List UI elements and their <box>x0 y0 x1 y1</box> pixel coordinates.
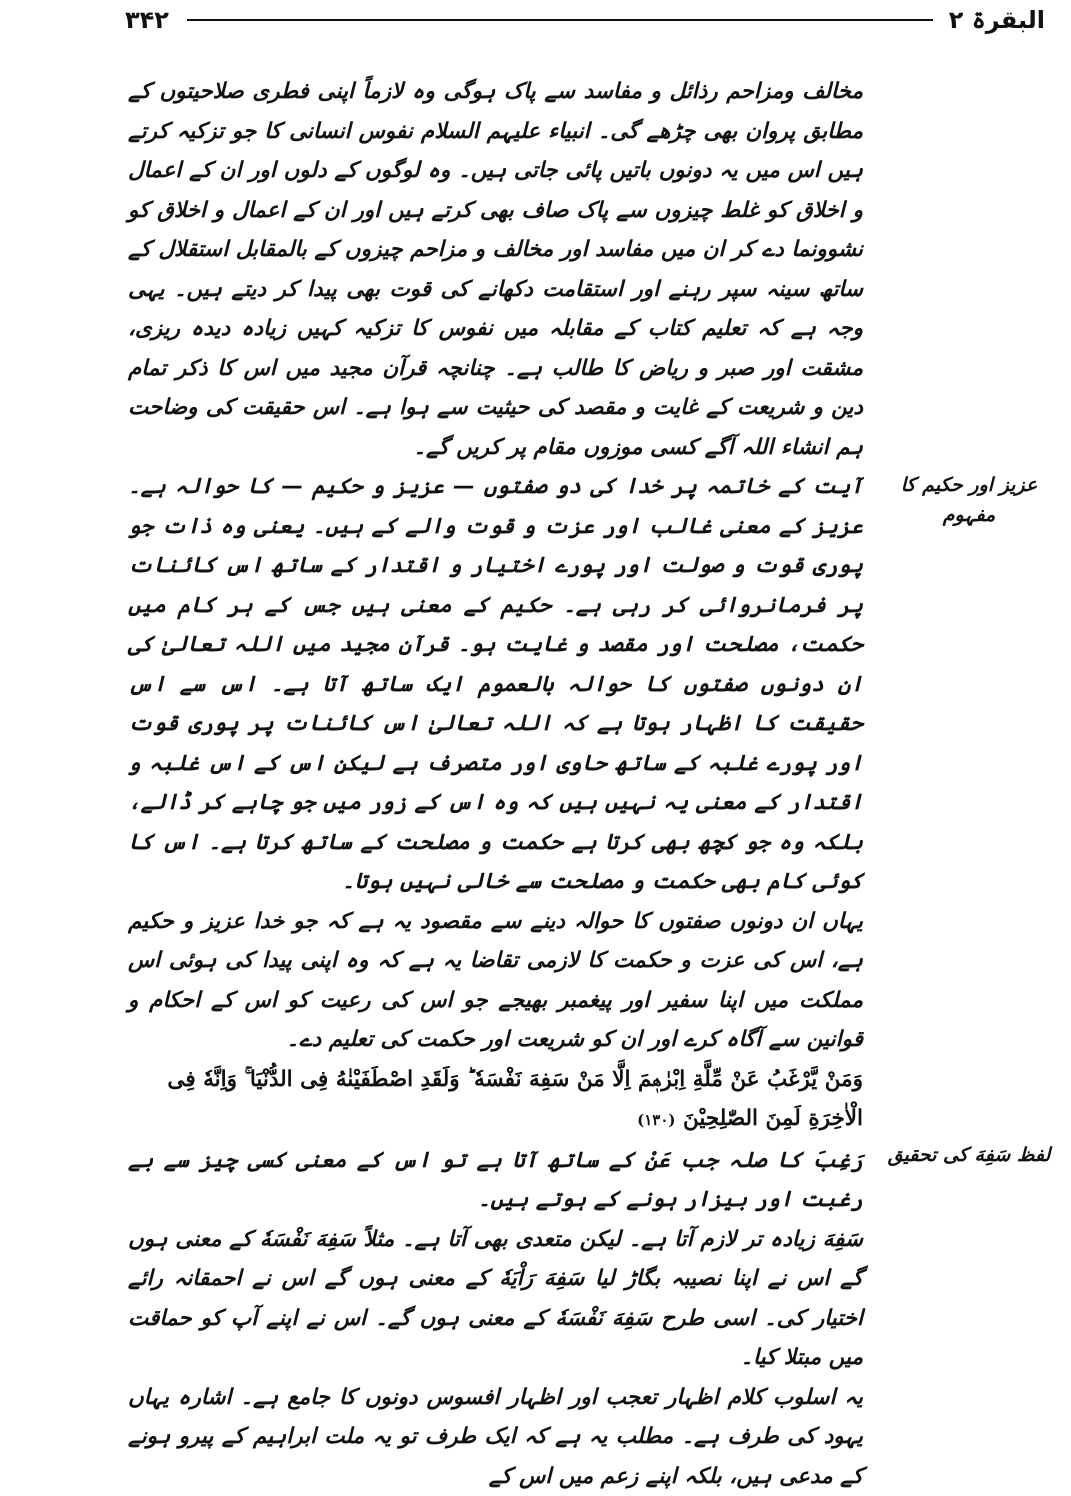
paragraph-safiha: سَفِهَ زیادہ تر لازم آتا ہے۔ لیکن متعدی بھی آتا ہے۔ مثلاً سَفِهَ نَفْسَهٗ کے معنی ہوں گے اس نے اپنا نصیبہ بگاڑ لیا سَفِهَ رَاْیَهٗ کے معنی ہوں گے اس نے احمقانہ رائے اختیار کی۔ اسی طرح سَفِهَ نَفْسَهٗ کے معنی ہوں گے۔ اس نے اپنے آپ کو حماقت میں مبتلا کیا۔ <box>128 1220 863 1378</box>
verse-number: (۱۳۰) <box>637 1111 675 1129</box>
paragraph-purpose: یہاں ان دونوں صفتوں کا حوالہ دینے سے مقصود یہ ہے کہ جو خدا عزیز و حکیم ہے، اس کی عزت و حکمت کا لازمی تقاضا یہ ہے کہ وہ اپنی پیدا کی ہوئی اس مملکت میں اپنا سفیر اور پیغمبر بھیجے جو اس کی رعیت کو اس کے احکام و قوانین سے آگاہ کرے اور ان کو شریعت اور حکمت کی تعلیم دے۔ <box>128 902 863 1060</box>
paragraph-tazkiya: مخالف ومزاحم رذائل و مفاسد سے پاک ہوگی وہ لازماً اپنی فطری صلاحیتوں کے مطابق پروان بھی چڑھے گی۔ انبیاء علیہم السلام نفوس انسانی کا جو تزکیہ کرتے ہیں اس میں یہ دونوں باتیں پائی جاتی ہیں۔ وہ لوگوں کے دلوں اور ان کے اعمال و اخلاق کو غلط چیزوں سے پاک صاف بھی کرتے ہیں اور ان کے اعمال و اخلاق کو نشوونما دے کر ان میں مفاسد اور مخالف و مزاحم چیزوں کے بالمقابل استقلال کے ساتھ سینہ سپر رہنے اور استقامت دکھانے کی قوت بھی پیدا کر دیتے ہیں۔ یہی وجہ ہے کہ تعلیم کتاب کے مقابلہ میں نفوس کا تزکیہ کہیں زیادہ دیدہ ریزی، مشقت اور صبر و ریاض کا طالب ہے۔ چنانچہ قرآن مجید میں اس کا ذکر تمام دین و شریعت کے غایت و مقصد کی حیثیت سے ہوا ہے۔ اس حقیقت کی وضاحت ہم انشاء اللہ آگے کسی موزوں مقام پر کریں گے۔ <box>128 72 863 467</box>
side-note-safiha: لفظ سَفِهَ کی تحقیق <box>885 1140 1053 1170</box>
surah-title: البقرۃ ۲ <box>949 6 1045 34</box>
paragraph-raghiba: رَغِبَ کا صلہ جب عَنْ کے ساتھ آتا ہے تو اس کے معنی کسی چیز سے بے رغبت اور بیزار ہونے کے ہوتے ہیں۔ <box>128 1141 863 1220</box>
header-rule <box>187 19 933 21</box>
running-header <box>125 6 1045 36</box>
main-text <box>128 72 863 1496</box>
verse-text: وَمَنْ يَّرْغَبُ عَنْ مِّلَّةِ اِبْرٰهٖمَ اِلَّا مَنْ سَفِهَ نَفْسَهٗ ؕ وَلَقَدِ اصْطَفَيْنٰهُ فِى الدُّنْيَا ۚ وَاِنَّهٗ فِى الْاٰخِرَةِ لَمِنَ الصّٰلِحِيْنَ <box>167 1067 863 1132</box>
page-number: ۳۴۲ <box>125 6 169 34</box>
quran-verse <box>128 1060 863 1141</box>
side-note-aziz-hakim: عزیز اور حکیم کا مفہوم <box>885 470 1053 530</box>
paragraph-style: یہ اسلوب کلام اظہار تعجب اور اظہار افسوس دونوں کا جامع ہے۔ اشارہ یہاں یہود کی طرف ہے۔ مطلب یہ ہے کہ ایک طرف تو یہ ملت ابراہیم کے پیرو ہونے کے مدعی ہیں، بلکہ اپنے زعم میں اس کے <box>128 1378 863 1496</box>
paragraph-aziz-hakim: آیت کے خاتمہ پر خدا کی دو صفتوں — عزیز و حکیم — کا حوالہ ہے۔ عزیز کے معنی غالب اور عزت و قوت والے کے ہیں۔ یعنی وہ ذات جو پوری قوت و صولت اور پورے اختیار و اقتدار کے ساتھ اس کائنات پر فرمانروائی کر رہی ہے۔ حکیم کے معنی ہیں جس کے ہر کام میں حکمت، مصلحت اور مقصد و غایت ہو۔ قرآن مجید میں اللہ تعالیٰ کی ان دونوں صفتوں کا حوالہ بالعموم ایک ساتھ آتا ہے۔ اس سے اس حقیقت کا اظہار ہوتا ہے کہ اللہ تعالیٰ اس کائنات پر پوری قوت اور پورے غلبہ کے ساتھ حاوی اور متصرف ہے لیکن اس کے اس غلبہ و اقتدار کے معنی یہ نہیں ہیں کہ وہ اس کے زور میں جو چاہے کر ڈالے، بلکہ وہ جو کچھ بھی کرتا ہے حکمت و مصلحت کے ساتھ کرتا ہے۔ اس کا کوئی کام بھی حکمت و مصلحت سے خالی نہیں ہوتا۔ <box>128 467 863 902</box>
